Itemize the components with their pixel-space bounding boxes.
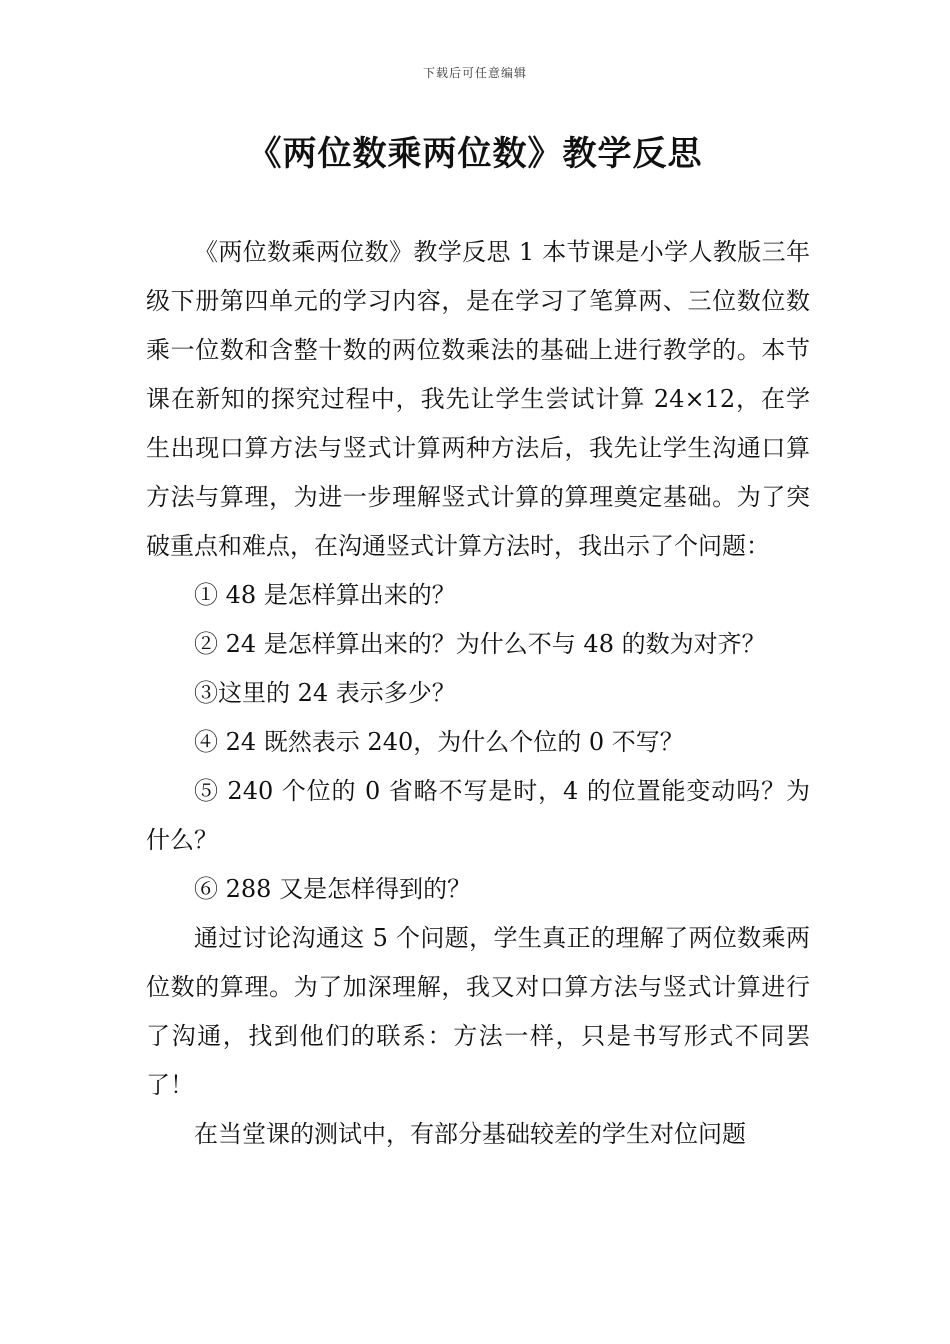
question-item-4: ④ 24 既然表示 240，为什么个位的 0 不写？ bbox=[194, 728, 684, 756]
question-item-1: ① 48 是怎样算出来的？ bbox=[194, 581, 456, 609]
paragraph-discussion: 通过讨论沟通这 5 个问题，学生真正的理解了两位数乘两位数的算理。为了加深理解，我又对口算方法与竖式计算进行了沟通，找到他们的联系：方法一样，只是书写形式不同罢了！ bbox=[146, 924, 810, 1099]
question-item-2: ② 24 是怎样算出来的？为什么不与 48 的数为对齐？ bbox=[194, 630, 766, 658]
question-item-3: ③这里的 24 表示多少？ bbox=[194, 679, 456, 707]
paragraph-test: 在当堂课的测试中，有部分基础较差的学生对位问题 bbox=[194, 1120, 746, 1148]
question-item-6: ⑥ 288 又是怎样得到的？ bbox=[194, 875, 472, 903]
document-title: 《两位数乘两位数》教学反思 bbox=[247, 134, 703, 174]
paragraph-intro: 《两位数乘两位数》教学反思 1 本节课是小学人教版三年级下册第四单元的学习内容，是在学习了笔算两、三位数位数乘一位数和含整十数的两位数乘法的基础上进行教学的。本节课在新知的探究过程中，我先让学生尝试计算 24×12，在学生出现口算方法与竖式计算两种方法后，我先让学生沟通口算方法与算理，为进一步理解竖式计算的算理奠定基础。为了突破重点和难点，在沟通竖式计算方法时，我出示了个问题： bbox=[146, 238, 810, 560]
document-body bbox=[146, 228, 810, 1159]
question-item-5: ⑤ 240 个位的 0 省略不写是时，4 的位置能变动吗？为什么？ bbox=[146, 777, 810, 854]
header-note: 下载后可任意编辑 bbox=[422, 66, 527, 80]
